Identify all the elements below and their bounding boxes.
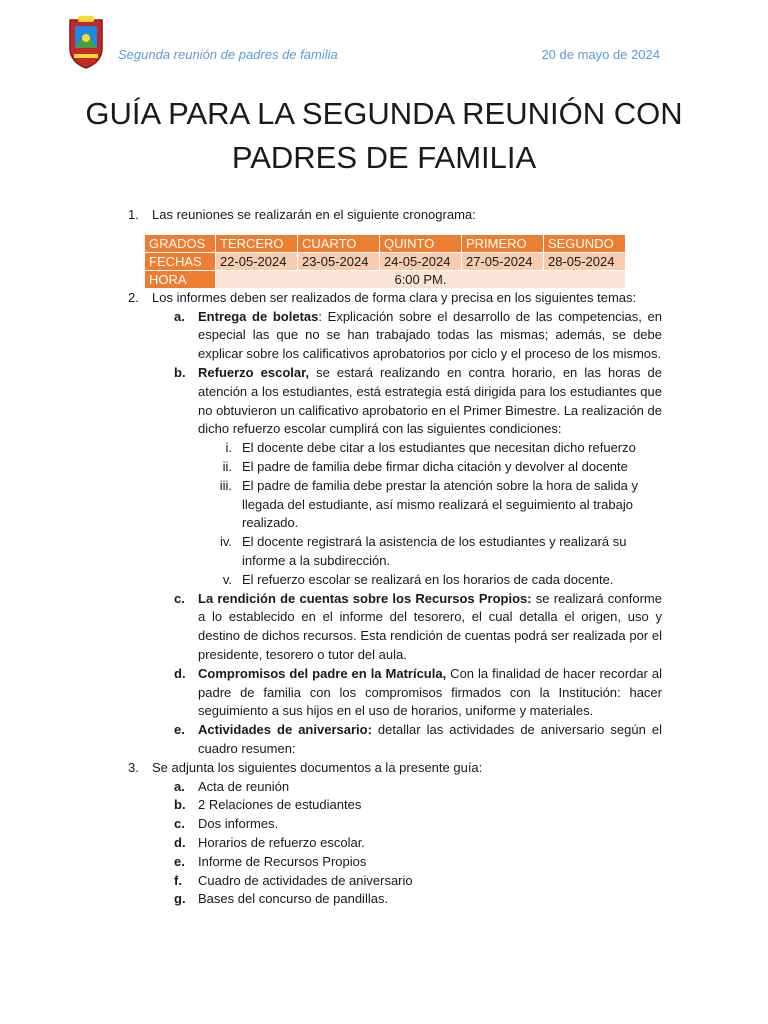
condition-text: El docente debe citar a los estudiantes que necesitan dicho refuerzo (242, 440, 636, 456)
table-cell: SEGUNDO (543, 234, 625, 252)
sub-letter: d. (174, 834, 186, 850)
document-name: Dos informes. (198, 816, 279, 832)
document-item (128, 872, 662, 891)
sub-letter: a. (174, 308, 185, 324)
roman-numeral: iv. (219, 534, 232, 550)
document-item (128, 890, 662, 909)
sub-heading: Compromisos del padre en la Matrícula, (198, 665, 447, 681)
sub-letter: c. (174, 816, 185, 832)
page-title (0, 92, 768, 180)
sub-letter: f. (174, 872, 182, 888)
document-name: Informe de Recursos Propios (198, 853, 367, 869)
document-item (128, 834, 662, 853)
table-cell: 28-05-2024 (543, 252, 625, 270)
item-text: Los informes deben ser realizados de forma clara y precisa en los siguientes temas: (152, 289, 637, 305)
document-item (128, 796, 662, 815)
document-item (128, 853, 662, 872)
table-cell: HORA (145, 270, 216, 288)
roman-numeral: iii. (219, 477, 232, 493)
header-date: 20 de mayo de 2024 (541, 47, 660, 62)
document-name: Horarios de refuerzo escolar. (198, 834, 365, 850)
item-text: Las reuniones se realizarán en el siguiente cronograma: (152, 207, 476, 222)
roman-numeral: v. (222, 571, 232, 587)
sub-heading: Refuerzo escolar, (198, 364, 310, 380)
schedule-table (144, 234, 626, 289)
sub-heading: Entrega de boletas (198, 308, 319, 324)
sub-letter: e. (174, 853, 185, 869)
item-number: 2. (128, 289, 139, 305)
sub-heading: La rendición de cuentas sobre los Recursos Propios: (198, 590, 532, 606)
item-number: 1. (128, 207, 139, 222)
sub-heading: Actividades de aniversario: (198, 722, 372, 738)
table-cell: FECHAS (145, 252, 216, 270)
sub-item-e (128, 721, 662, 759)
condition-item (128, 571, 662, 590)
table-cell: PRIMERO (461, 234, 543, 252)
item-text: Se adjunta los siguientes documentos a la presente guía: (152, 759, 483, 775)
sub-item-a (128, 308, 662, 364)
document-item (128, 778, 662, 797)
document-name: Bases del concurso de pandillas. (198, 891, 389, 907)
sub-letter: a. (174, 778, 185, 794)
roman-numeral: i. (225, 440, 232, 456)
document-name: Cuadro de actividades de aniversario (198, 872, 413, 888)
list-item-2 (128, 289, 662, 308)
table-row-hora (145, 270, 626, 288)
condition-item (128, 439, 662, 458)
header-subtitle: Segunda reunión de padres de familia (118, 47, 338, 62)
list-item-3 (128, 759, 662, 778)
sub-text: se estará realizando en contra horario, en las horas de atención a los estudiantes, está estrategia está dirigida para los estudiantes que no obtuvieron un calificativo aprobatorio en el Primer Bimestre. La realización de dicho refuerzo escolar cumplirá con las siguientes condiciones: (198, 364, 662, 437)
sub-text: detallar las actividades de aniversario según el cuadro resumen: (198, 722, 662, 756)
sub-letter: e. (174, 722, 185, 738)
table-row-fechas (145, 252, 626, 270)
document-item (128, 815, 662, 834)
document-name: Acta de reunión (198, 778, 290, 794)
table-cell: GRADOS (145, 234, 216, 252)
sub-text: : Explicación sobre el desarrollo de las competencias, en especial las que no se han trabajado todas las mismas; además, se debe explicar sobre los calificativos aprobatorios por ciclo y el proceso de los mismos. (198, 308, 663, 362)
table-cell: 23-05-2024 (297, 252, 379, 270)
condition-text: El padre de familia debe prestar la atención sobre la hora de salida y llegada del estudiante, así mismo realizará el seguimiento al trabajo realizado. (242, 477, 639, 531)
sub-letter: b. (174, 797, 186, 813)
condition-item (128, 477, 662, 533)
condition-text: El padre de familia debe firmar dicha citación y devolver al docente (242, 458, 628, 474)
sub-item-d (128, 665, 662, 721)
condition-text: El docente registrará la asistencia de los estudiantes y realizará su informe a la subdirección. (242, 534, 627, 568)
condition-item (128, 533, 662, 571)
guide-content (128, 206, 662, 909)
sub-text: se realizará conforme a lo establecido en el informe del tesorero, el cual detalla el origen, uso y destino de dichos recursos. Esta rendición de cuentas podrá ser realizada por el presidente, tesorero o tutor del aula. (198, 590, 662, 662)
sub-text: Con la finalidad de hacer recordar al padre de familia con los compromisos firmados con la Institución: hacer seguimiento a sus hijos en el uso de horarios, uniforme y materiales. (198, 665, 662, 719)
title-line-1: GUÍA PARA LA SEGUNDA REUNIÓN CON (85, 96, 683, 131)
table-header-row (145, 234, 626, 252)
sub-letter: d. (174, 665, 186, 681)
table-cell: QUINTO (379, 234, 461, 252)
item-number: 3. (128, 759, 139, 775)
table-cell: TERCERO (215, 234, 297, 252)
sub-letter: c. (174, 590, 185, 606)
condition-item (128, 458, 662, 477)
table-cell: 24-05-2024 (379, 252, 461, 270)
sub-letter: b. (174, 364, 186, 380)
table-cell: 6:00 PM. (215, 270, 625, 288)
table-cell: CUARTO (297, 234, 379, 252)
title-line-2: PADRES DE FAMILIA (231, 140, 537, 175)
sub-item-b (128, 364, 662, 439)
roman-numeral: ii. (222, 458, 232, 474)
school-logo (64, 14, 108, 70)
list-item-1 (128, 206, 662, 225)
table-cell: 22-05-2024 (215, 252, 297, 270)
condition-text: El refuerzo escolar se realizará en los horarios de cada docente. (242, 571, 614, 587)
sub-item-c (128, 590, 662, 665)
document-name: 2 Relaciones de estudiantes (198, 797, 362, 813)
table-cell: 27-05-2024 (461, 252, 543, 270)
sub-letter: g. (174, 891, 186, 907)
